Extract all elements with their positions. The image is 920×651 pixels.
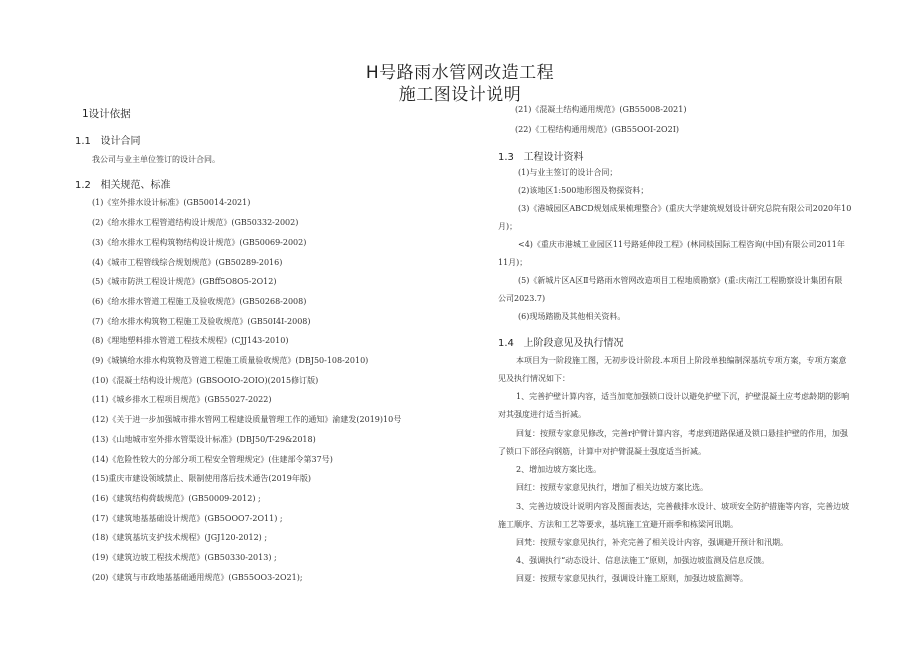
paragraph-line: 对其强度进行适当折减。: [498, 410, 586, 419]
standard-item: (11)《城乡排水工程项目规范》(GB55027-2022): [92, 395, 272, 404]
standard-item: (9)《城镇给水排水构筑物及管道工程施工质量验收规范》(DBJ50-108-2010): [92, 356, 369, 365]
data-item: (2)该地区1:500地形图及物探资料；: [518, 186, 649, 195]
paragraph-line: 了锁口下部径向钢筋，计算中对护臂混凝土强度适当折减。: [498, 447, 706, 456]
data-item: (6)现场踏勘及其他相关资料。: [518, 312, 626, 321]
standard-item: (6)《给水排水管道工程施工及验收规范》(GB50268-2008): [92, 297, 307, 306]
paragraph-line: 回复：按照专家意见修改，完善r护臂计算内容，考虑到道路保通及锁口悬挂护壁的作用，加强: [516, 429, 848, 438]
standard-item: (21)《混凝土结构通用规范》(GB55008-2021): [515, 105, 687, 114]
standard-item: (18)《建筑基坑支护技术规程》(JGJ120-2012) ;: [92, 533, 268, 542]
standard-item: (3)《给水排水工程构筑物结构设计规范》(GB50069-2002): [92, 238, 307, 247]
paragraph-line: 回梵：按照专家意见执行，补充完善了相关设计内容，强调避开预计和汛期。: [516, 538, 788, 547]
paragraph-line: 本项目为一阶段施工图，无初步设计阶段.本项目上阶段单独编制深基坑专项方案，专项方案意: [516, 356, 847, 365]
contract-text: 我公司与业主单位签订的设计合同。: [92, 155, 220, 164]
section-number: 1.2: [75, 180, 91, 191]
standard-item: (22)《工程结构通用规范》(GB55OOI-2O2I): [515, 125, 679, 134]
standard-item: (20)《建筑与市政地基基础通用规范》(GB55OO3-2O21);: [92, 573, 303, 582]
standard-item: (17)《建筑地基基础设计规范》(GB5OOO7-2O11) ;: [92, 514, 283, 523]
standard-item: (16)《建筑结构荷载规范》(GB50009-2012) ;: [92, 494, 261, 503]
section-number: 1.1: [75, 136, 91, 147]
standard-item: (12)《关于进一步加强城市排水管网工程建设质量管理工作的通知》渝建发(2019)10号: [92, 415, 402, 424]
standard-item: (4)《城市工程管线综合规划规范》(GB50289-2016): [92, 258, 283, 267]
section-title: 上阶段意见及执行情况: [523, 338, 624, 349]
standard-item: (15)重庆市建设领域禁止、限制使用落后技术通告(2019年版): [92, 474, 312, 483]
paragraph-line: 见及执行情况如下：: [498, 374, 570, 383]
section-title: 设计合同: [100, 136, 141, 147]
standard-item: (14)《危险性较大的分部分项工程安全管理规定》(住建部令第37号): [92, 455, 333, 464]
section-title: 工程设计资料: [523, 152, 584, 163]
paragraph-line: 1、完善护壁计算内容，适当加宽加强锁口设计以避免护壁下沉，护壁混凝土应考虑龄期的影响: [516, 392, 850, 401]
section-number: 1.4: [498, 338, 514, 349]
document-subtitle: 施工图设计说明: [398, 85, 522, 105]
standard-item: (1)《室外排水设计标准》(GB50014-2021): [92, 198, 251, 207]
paragraph-line: 2、增加边坡方案比选。: [516, 465, 602, 474]
standard-item: (7)《给水排水构筑物工程施工及验收规范》(GB50I4I-2008): [92, 317, 311, 326]
data-item: <4)《重庆市港城工业园区11号路延伸段工程》(林同棪国际工程咨询(中国)有限公司2011年: [518, 240, 845, 249]
paragraph-line: 3、完善边坡设计说明内容及图面表达，完善截排水设计、坡项安全防护措施等内容，完善边坡: [516, 502, 850, 511]
standard-item: (8)《埋地塑料排水管道工程技术规程》(CJJ143-2010): [92, 336, 289, 345]
standard-item: (10)《混凝土结构设计规范》(GBSOOIO-2OIO)(2015修订版): [92, 376, 319, 385]
section-1-heading: 1设计依据: [82, 108, 131, 120]
document-title: H号路雨水管网改造工程: [365, 63, 555, 83]
section-title: 相关规范、标准: [100, 180, 171, 191]
paragraph-line: 4、强调执行“动态设计、信息法施工”原则，加强边坡监测及信息反馈。: [516, 556, 770, 565]
standard-item: (2)《给水排水工程管道结构设计规范》(GB50332-2002): [92, 218, 299, 227]
paragraph-line: 回夏：按照专家意见执行，强调设计施工原则，加强边坡监测等。: [516, 574, 748, 583]
data-item: 月)；: [498, 222, 518, 231]
standard-item: (5)《城市防洪工程设计规范》(GBff5O8O5-2O12): [92, 277, 277, 286]
section-1-1-heading: [75, 132, 140, 147]
data-item: (3)《港城园区ABCD规划成果梳理整合》(重庆大学建筑规划设计研究总院有限公司2020年10: [518, 204, 852, 213]
paragraph-line: 回红：按照专家意见执行，增加了相关边坡方案比选。: [516, 483, 708, 492]
section-1-4-heading: [498, 334, 623, 349]
section-1-2-heading: [75, 176, 170, 191]
paragraph-line: 施工顺序、方法和工艺等要求，基坑施工宜避开雨季和栋梁河讯期。: [498, 520, 738, 529]
data-item: (1)与业主签订的设计合同；: [518, 168, 618, 177]
section-1-3-heading: [498, 148, 583, 163]
data-item: 11月)；: [498, 258, 528, 267]
section-number: 1.3: [498, 152, 514, 163]
data-item: 公司2023.7): [498, 294, 546, 303]
standard-item: (13)《山地城市室外排水管渠设计标准》(DBJ50/T-29&2018): [92, 435, 316, 444]
standard-item: (19)《建筑边坡工程技术规范》(GB50330-2013) ;: [92, 553, 277, 562]
data-item: (5)《新城片区A区Ⅱ号路雨水管网改造项目工程地质勘察》(重:庆南江工程勘察设计集团有限: [518, 276, 843, 285]
